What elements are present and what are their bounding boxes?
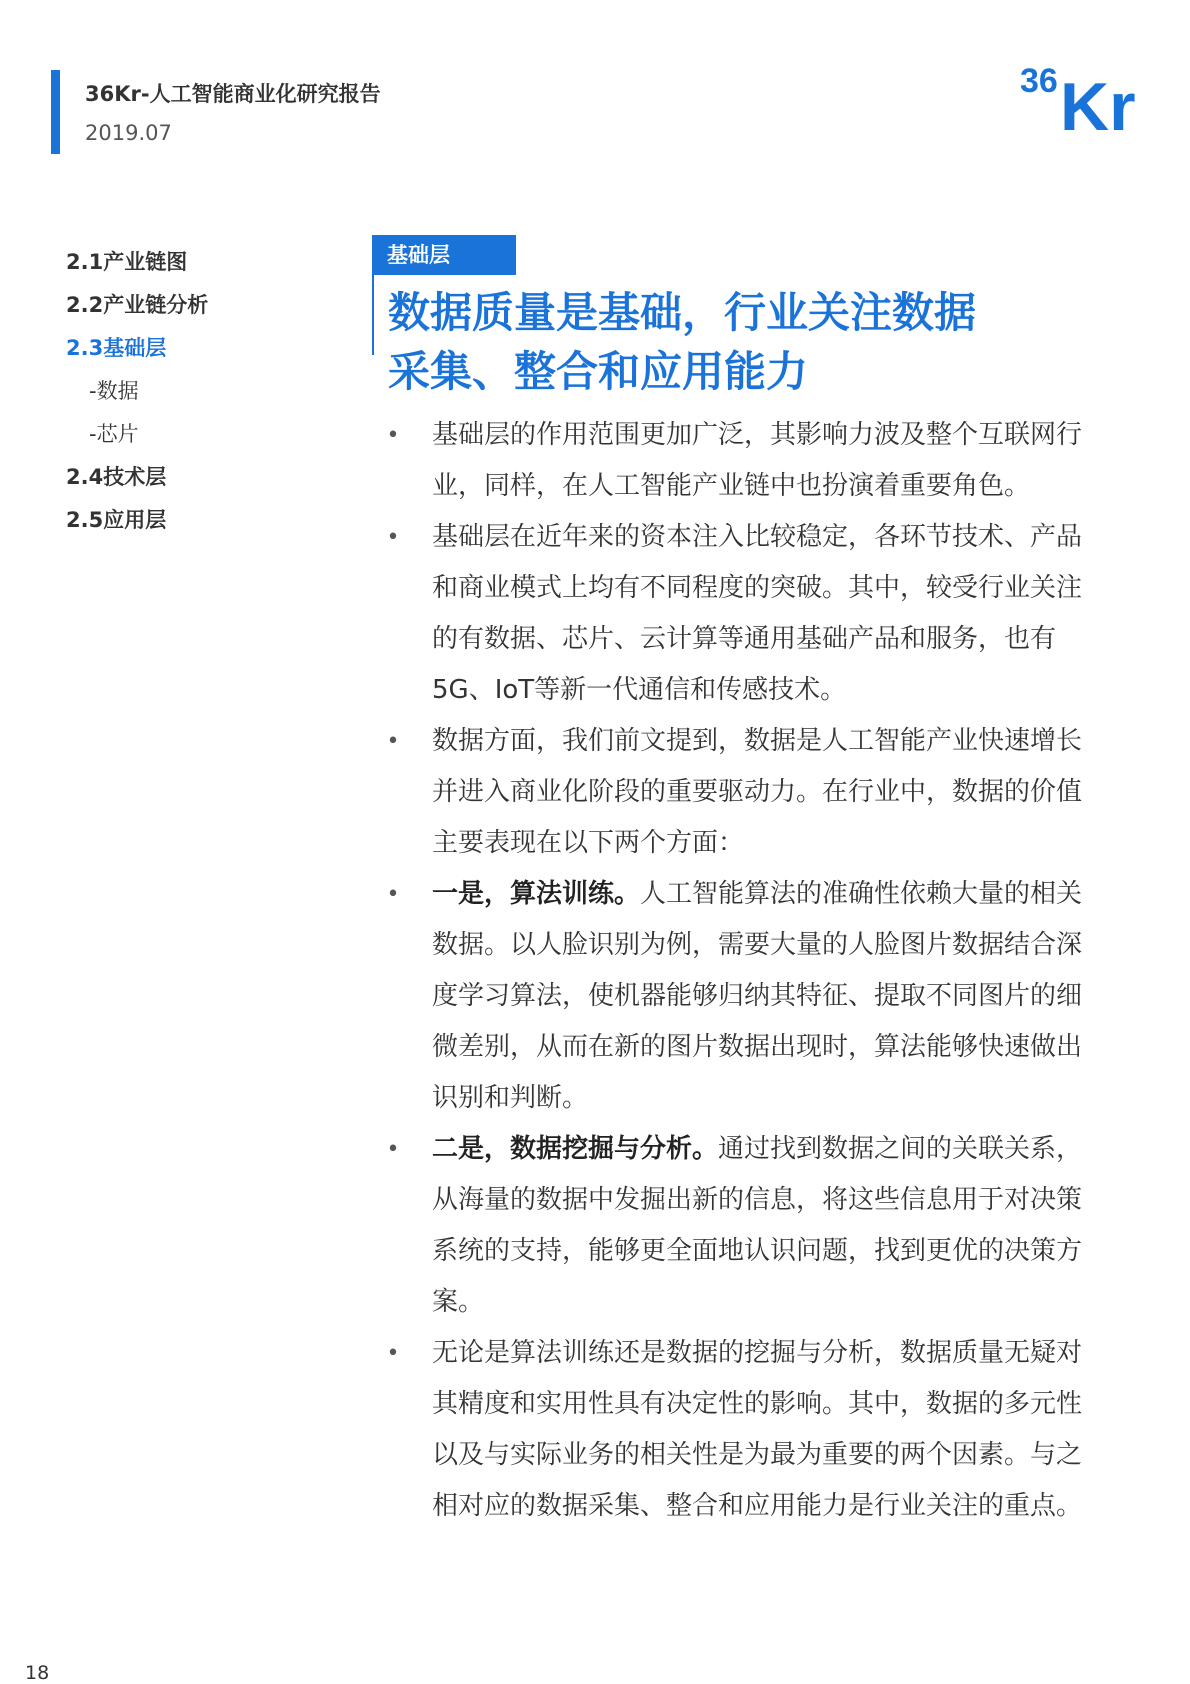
toc-item-2-1[interactable]: 2.1产业链图 [66, 250, 188, 274]
bullet-text: 基础层在近年来的资本注入比较稳定，各环节技术、产品和商业模式上均有不同程度的突破。其中，较受行业关注的有数据、芯片、云计算等通用基础产品和服务，也有5G、IoT等新一代通信和传感技术。 [432, 522, 1083, 705]
bullet-strong-text: 二是，数据挖掘与分析。 [432, 1134, 719, 1164]
toc-subitem-chip[interactable]: -芯片 [89, 422, 139, 446]
36kr-logo [1020, 58, 1160, 140]
table-of-contents [66, 245, 366, 546]
bullet-marker: • [386, 729, 400, 754]
bullet-item [383, 716, 1083, 869]
bullet-marker: • [386, 423, 400, 448]
bullet-marker: • [386, 1341, 400, 1366]
toc-item-2-3-active[interactable]: 2.3基础层 [66, 336, 167, 360]
bullet-list [383, 410, 1083, 1532]
headline-rule [372, 275, 374, 355]
report-title: 36Kr-人工智能商业化研究报告 [85, 82, 381, 106]
bullet-text: 通过找到数据之间的关联关系，从海量的数据中发掘出新的信息，将这些信息用于对决策系统的支持，能够更全面地认识问题，找到更优的决策方案。 [432, 1134, 1083, 1317]
bullet-marker: • [386, 882, 400, 907]
page-number: 18 [25, 1662, 50, 1684]
toc-item-2-2[interactable]: 2.2产业链分析 [66, 293, 209, 317]
header-accent-bar [51, 70, 60, 154]
bullet-text: 数据方面，我们前文提到，数据是人工智能产业快速增长并进入商业化阶段的重要驱动力。在行业中，数据的价值主要表现在以下两个方面： [432, 726, 1083, 858]
bullet-item [383, 869, 1083, 1124]
bullet-item [383, 1124, 1083, 1328]
bullet-marker: • [386, 525, 400, 550]
page-headline [388, 283, 1088, 401]
logo-text-large: Kr [1060, 69, 1136, 140]
toc-subitem-data[interactable]: -数据 [89, 379, 139, 403]
headline-line-2: 采集、整合和应用能力 [388, 347, 809, 396]
toc-item-2-5[interactable]: 2.5应用层 [66, 508, 167, 532]
logo-text-small: 36 [1020, 62, 1058, 100]
bullet-item [383, 410, 1083, 512]
bullet-item [383, 1328, 1083, 1532]
bullet-marker: • [386, 1137, 400, 1162]
toc-item-2-4[interactable]: 2.4技术层 [66, 465, 167, 489]
report-date: 2019.07 [85, 121, 172, 145]
bullet-item [383, 512, 1083, 716]
section-tag: 基础层 [372, 235, 516, 275]
headline-line-1: 数据质量是基础，行业关注数据 [388, 288, 977, 337]
bullet-text: 基础层的作用范围更加广泛，其影响力波及整个互联网行业，同样，在人工智能产业链中也扮演着重要角色。 [432, 420, 1083, 501]
bullet-text: 人工智能算法的准确性依赖大量的相关数据。以人脸识别为例，需要大量的人脸图片数据结合深度学习算法，使机器能够归纳其特征、提取不同图片的细微差别，从而在新的图片数据出现时，算法能够快速做出识别和判断。 [432, 879, 1083, 1113]
bullet-text: 无论是算法训练还是数据的挖掘与分析，数据质量无疑对其精度和实用性具有决定性的影响。其中，数据的多元性以及与实际业务的相关性是为最为重要的两个因素。与之相对应的数据采集、整合和应用能力是行业关注的重点。 [432, 1338, 1083, 1521]
bullet-strong-text: 一是，算法训练。 [432, 879, 641, 909]
